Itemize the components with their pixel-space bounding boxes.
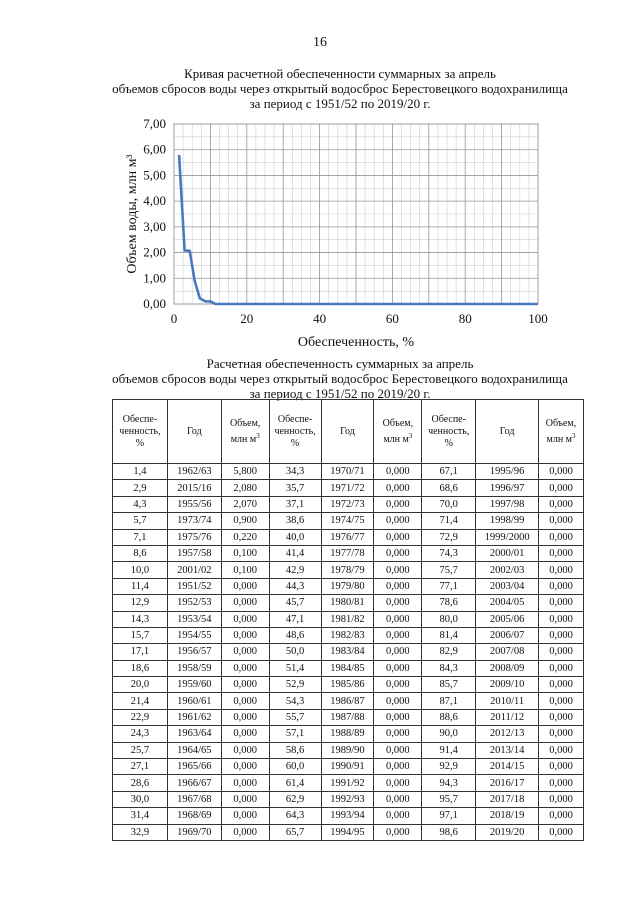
volume-cell: 0,000 xyxy=(374,726,422,742)
probability-cell: 47,1 xyxy=(269,611,321,627)
year-cell: 1978/79 xyxy=(321,562,374,578)
volume-cell: 2,070 xyxy=(221,496,269,512)
volume-cell: 0,000 xyxy=(374,709,422,725)
volume-cell: 0,000 xyxy=(374,775,422,791)
table-row xyxy=(113,480,584,496)
volume-cell: 0,000 xyxy=(374,496,422,512)
table-title xyxy=(90,356,590,401)
volume-cell: 0,000 xyxy=(374,611,422,627)
probability-cell: 80,0 xyxy=(422,611,476,627)
table-row xyxy=(113,513,584,529)
volume-cell: 0,000 xyxy=(539,595,584,611)
y-tick-label: 3,00 xyxy=(143,218,166,234)
probability-cell: 84,3 xyxy=(422,660,476,676)
probability-cell: 41,4 xyxy=(269,545,321,561)
probability-cell: 37,1 xyxy=(269,496,321,512)
table-body xyxy=(113,464,584,841)
probability-cell: 70,0 xyxy=(422,496,476,512)
volume-cell: 0,000 xyxy=(374,529,422,545)
chart-title-line-2: объемов сбросов воды через открытый водосброс Берестовецкого водохранилища xyxy=(112,81,568,96)
volume-cell: 0,000 xyxy=(539,611,584,627)
header-year: Год xyxy=(321,400,374,464)
probability-cell: 34,3 xyxy=(269,464,321,480)
probability-cell: 15,7 xyxy=(113,627,168,643)
volume-cell: 0,100 xyxy=(221,562,269,578)
chart-title-line-3: за период с 1951/52 по 2019/20 г. xyxy=(249,96,431,111)
volume-cell: 0,000 xyxy=(221,693,269,709)
year-cell: 1963/64 xyxy=(167,726,221,742)
header-year: Год xyxy=(476,400,539,464)
probability-cell: 31,4 xyxy=(113,808,168,824)
probability-cell: 28,6 xyxy=(113,775,168,791)
volume-cell: 0,000 xyxy=(539,726,584,742)
probability-cell: 48,6 xyxy=(269,627,321,643)
probability-cell: 2,9 xyxy=(113,480,168,496)
volume-cell: 2,080 xyxy=(221,480,269,496)
year-cell: 1977/78 xyxy=(321,545,374,561)
probability-cell: 71,4 xyxy=(422,513,476,529)
volume-cell: 0,000 xyxy=(539,709,584,725)
year-cell: 1976/77 xyxy=(321,529,374,545)
year-cell: 1961/62 xyxy=(167,709,221,725)
table-row xyxy=(113,824,584,840)
header-volume: Объем, млн $м^3$ xyxy=(221,400,269,464)
header-probability: Обеспе- ченность, % xyxy=(113,400,168,464)
volume-cell: 0,000 xyxy=(539,627,584,643)
table-row xyxy=(113,464,584,480)
year-cell: 2011/12 xyxy=(476,709,539,725)
volume-cell: 0,000 xyxy=(221,595,269,611)
table-row xyxy=(113,775,584,791)
volume-cell: 0,000 xyxy=(374,644,422,660)
volume-cell: 0,000 xyxy=(374,808,422,824)
page-number: 16 xyxy=(313,35,327,50)
volume-cell: 0,000 xyxy=(539,480,584,496)
year-cell: 1960/61 xyxy=(167,693,221,709)
probability-cell: 40,0 xyxy=(269,529,321,545)
year-cell: 1968/69 xyxy=(167,808,221,824)
volume-cell: 0,000 xyxy=(221,759,269,775)
year-cell: 1951/52 xyxy=(167,578,221,594)
y-tick-label: 1,00 xyxy=(143,270,166,286)
probability-cell: 38,6 xyxy=(269,513,321,529)
probability-cell: 74,3 xyxy=(422,545,476,561)
table-title-line-2: объемов сбросов воды через открытый водосброс Берестовецкого водохранилища xyxy=(112,371,568,386)
probability-cell: 24,3 xyxy=(113,726,168,742)
probability-cell: 78,6 xyxy=(422,595,476,611)
probability-cell: 11,4 xyxy=(113,578,168,594)
year-cell: 2012/13 xyxy=(476,726,539,742)
header-probability: Обеспе- ченность, % xyxy=(269,400,321,464)
header-volume: Объем, млн $м^3$ xyxy=(374,400,422,464)
volume-cell: 0,000 xyxy=(221,791,269,807)
volume-cell: 0,000 xyxy=(539,775,584,791)
year-cell: 1986/87 xyxy=(321,693,374,709)
volume-cell: 0,900 xyxy=(221,513,269,529)
volume-cell: 0,000 xyxy=(374,578,422,594)
probability-cell: 5,7 xyxy=(113,513,168,529)
probability-cell: 22,9 xyxy=(113,709,168,725)
probability-cell: 82,9 xyxy=(422,644,476,660)
x-tick-label: 60 xyxy=(385,311,399,326)
y-axis-label: Объем воды, млн м³ xyxy=(125,154,140,274)
year-cell: 1988/89 xyxy=(321,726,374,742)
chart-title xyxy=(90,66,590,111)
year-cell: 2008/09 xyxy=(476,660,539,676)
probability-cell: 68,6 xyxy=(422,480,476,496)
volume-cell: 0,000 xyxy=(221,644,269,660)
year-cell: 2006/07 xyxy=(476,627,539,643)
x-tick-label: 80 xyxy=(458,311,472,326)
year-cell: 2010/11 xyxy=(476,693,539,709)
y-tick-label: 7,00 xyxy=(143,116,166,131)
probability-cell: 45,7 xyxy=(269,595,321,611)
year-cell: 2017/18 xyxy=(476,791,539,807)
probability-cell: 17,1 xyxy=(113,644,168,660)
probability-cell: 60,0 xyxy=(269,759,321,775)
year-cell: 1992/93 xyxy=(321,791,374,807)
x-axis-label: Обеспеченность, % xyxy=(297,335,415,350)
table-row xyxy=(113,808,584,824)
volume-cell: 0,000 xyxy=(539,464,584,480)
year-cell: 1969/70 xyxy=(167,824,221,840)
y-tick-label: 4,00 xyxy=(143,193,166,209)
probability-cell: 42,9 xyxy=(269,562,321,578)
year-cell: 1985/86 xyxy=(321,677,374,693)
y-tick-label: 2,00 xyxy=(143,244,166,260)
x-tick-label: 100 xyxy=(528,311,548,326)
probability-cell: 32,9 xyxy=(113,824,168,840)
year-cell: 1959/60 xyxy=(167,677,221,693)
volume-cell: 0,000 xyxy=(539,562,584,578)
table-row xyxy=(113,545,584,561)
y-tick-label: 5,00 xyxy=(143,167,166,183)
table-row xyxy=(113,759,584,775)
probability-cell: 52,9 xyxy=(269,677,321,693)
volume-cell: 0,000 xyxy=(374,513,422,529)
year-cell: 2005/06 xyxy=(476,611,539,627)
probability-cell: 8,6 xyxy=(113,545,168,561)
volume-cell: 0,000 xyxy=(221,709,269,725)
probability-cell: 58,6 xyxy=(269,742,321,758)
probability-cell: 57,1 xyxy=(269,726,321,742)
year-cell: 2019/20 xyxy=(476,824,539,840)
year-cell: 1973/74 xyxy=(167,513,221,529)
year-cell: 1990/91 xyxy=(321,759,374,775)
header-volume: Объем, млн $м^3$ xyxy=(539,400,584,464)
probability-cell: 51,4 xyxy=(269,660,321,676)
volume-cell: 0,000 xyxy=(539,529,584,545)
table-row xyxy=(113,709,584,725)
volume-cell: 0,100 xyxy=(221,545,269,561)
volume-cell: 0,000 xyxy=(539,791,584,807)
year-cell: 2002/03 xyxy=(476,562,539,578)
year-cell: 1983/84 xyxy=(321,644,374,660)
volume-cell: 0,000 xyxy=(539,660,584,676)
probability-cell: 44,3 xyxy=(269,578,321,594)
probability-cell: 64,3 xyxy=(269,808,321,824)
volume-cell: 0,000 xyxy=(374,545,422,561)
volume-cell: 0,000 xyxy=(374,562,422,578)
volume-cell: 0,000 xyxy=(221,677,269,693)
year-cell: 1975/76 xyxy=(167,529,221,545)
volume-cell: 0,000 xyxy=(539,513,584,529)
table-row xyxy=(113,529,584,545)
probability-cell: 27,1 xyxy=(113,759,168,775)
volume-cell: 0,000 xyxy=(539,545,584,561)
probability-cell: 98,6 xyxy=(422,824,476,840)
volume-cell: 0,000 xyxy=(539,578,584,594)
probability-cell: 92,9 xyxy=(422,759,476,775)
table-row xyxy=(113,677,584,693)
volume-cell: 0,000 xyxy=(374,791,422,807)
year-cell: 1955/56 xyxy=(167,496,221,512)
volume-cell: 0,000 xyxy=(374,693,422,709)
volume-cell: 0,000 xyxy=(221,578,269,594)
probability-cell: 72,9 xyxy=(422,529,476,545)
volume-cell: 0,000 xyxy=(221,627,269,643)
year-cell: 1967/68 xyxy=(167,791,221,807)
year-cell: 1954/55 xyxy=(167,627,221,643)
probability-cell: 95,7 xyxy=(422,791,476,807)
year-cell: 2007/08 xyxy=(476,644,539,660)
probability-cell: 25,7 xyxy=(113,742,168,758)
year-cell: 1953/54 xyxy=(167,611,221,627)
volume-cell: 0,000 xyxy=(374,742,422,758)
table-row xyxy=(113,595,584,611)
table-row xyxy=(113,627,584,643)
volume-cell: 0,000 xyxy=(539,644,584,660)
year-cell: 2009/10 xyxy=(476,677,539,693)
volume-cell: 0,000 xyxy=(221,660,269,676)
probability-table xyxy=(112,399,584,841)
probability-cell: 87,1 xyxy=(422,693,476,709)
year-cell: 1981/82 xyxy=(321,611,374,627)
volume-cell: 0,000 xyxy=(374,464,422,480)
volume-cell: 0,000 xyxy=(539,496,584,512)
year-cell: 1958/59 xyxy=(167,660,221,676)
probability-cell: 7,1 xyxy=(113,529,168,545)
table-row xyxy=(113,644,584,660)
table-row xyxy=(113,611,584,627)
probability-cell: 35,7 xyxy=(269,480,321,496)
x-tick-label: 0 xyxy=(170,311,178,326)
x-tick-label: 20 xyxy=(240,311,254,326)
year-cell: 1979/80 xyxy=(321,578,374,594)
year-cell: 2015/16 xyxy=(167,480,221,496)
year-cell: 2014/15 xyxy=(476,759,539,775)
table-row xyxy=(113,693,584,709)
probability-cell: 88,6 xyxy=(422,709,476,725)
year-cell: 1965/66 xyxy=(167,759,221,775)
table-row xyxy=(113,742,584,758)
probability-cell: 61,4 xyxy=(269,775,321,791)
volume-cell: 0,000 xyxy=(221,808,269,824)
volume-cell: 0,000 xyxy=(221,611,269,627)
volume-cell: 0,000 xyxy=(539,677,584,693)
table-row xyxy=(113,726,584,742)
volume-cell: 0,000 xyxy=(374,759,422,775)
probability-cell: 18,6 xyxy=(113,660,168,676)
year-cell: 2016/17 xyxy=(476,775,539,791)
year-cell: 1997/98 xyxy=(476,496,539,512)
year-cell: 1966/67 xyxy=(167,775,221,791)
year-cell: 2018/19 xyxy=(476,808,539,824)
year-cell: 1996/97 xyxy=(476,480,539,496)
year-cell: 1999/2000 xyxy=(476,529,539,545)
volume-cell: 0,000 xyxy=(374,627,422,643)
table-row xyxy=(113,562,584,578)
y-tick-label: 6,00 xyxy=(143,141,166,157)
y-tick-label: 0,00 xyxy=(143,296,166,311)
probability-cell: 12,9 xyxy=(113,595,168,611)
probability-cell: 54,3 xyxy=(269,693,321,709)
table-row xyxy=(113,496,584,512)
volume-cell: 5,800 xyxy=(221,464,269,480)
probability-cell: 14,3 xyxy=(113,611,168,627)
probability-cell: 97,1 xyxy=(422,808,476,824)
probability-cell: 85,7 xyxy=(422,677,476,693)
year-cell: 1956/57 xyxy=(167,644,221,660)
volume-cell: 0,000 xyxy=(539,742,584,758)
year-cell: 1952/53 xyxy=(167,595,221,611)
year-cell: 1993/94 xyxy=(321,808,374,824)
probability-cell: 20,0 xyxy=(113,677,168,693)
x-tick-label: 40 xyxy=(313,311,327,326)
volume-cell: 0,000 xyxy=(221,775,269,791)
year-cell: 1998/99 xyxy=(476,513,539,529)
table-row xyxy=(113,660,584,676)
year-cell: 1972/73 xyxy=(321,496,374,512)
year-cell: 2003/04 xyxy=(476,578,539,594)
year-cell: 1957/58 xyxy=(167,545,221,561)
probability-cell: 67,1 xyxy=(422,464,476,480)
year-cell: 1982/83 xyxy=(321,627,374,643)
volume-cell: 0,000 xyxy=(221,742,269,758)
volume-cell: 0,000 xyxy=(221,824,269,840)
probability-cell: 30,0 xyxy=(113,791,168,807)
probability-cell: 1,4 xyxy=(113,464,168,480)
probability-cell: 75,7 xyxy=(422,562,476,578)
probability-cell: 94,3 xyxy=(422,775,476,791)
volume-cell: 0,000 xyxy=(539,759,584,775)
year-cell: 1984/85 xyxy=(321,660,374,676)
probability-cell: 10,0 xyxy=(113,562,168,578)
volume-cell: 0,000 xyxy=(539,808,584,824)
year-cell: 1971/72 xyxy=(321,480,374,496)
volume-cell: 0,000 xyxy=(221,726,269,742)
volume-cell: 0,000 xyxy=(374,677,422,693)
year-cell: 2001/02 xyxy=(167,562,221,578)
probability-cell: 91,4 xyxy=(422,742,476,758)
year-cell: 2000/01 xyxy=(476,545,539,561)
probability-cell: 77,1 xyxy=(422,578,476,594)
year-cell: 1970/71 xyxy=(321,464,374,480)
year-cell: 1974/75 xyxy=(321,513,374,529)
year-cell: 1964/65 xyxy=(167,742,221,758)
chart-title-line-1: Кривая расчетной обеспеченности суммарных за апрель xyxy=(184,66,496,81)
table-header-row xyxy=(113,400,584,464)
probability-cell: 21,4 xyxy=(113,693,168,709)
volume-cell: 0,000 xyxy=(374,660,422,676)
year-cell: 1980/81 xyxy=(321,595,374,611)
probability-cell: 50,0 xyxy=(269,644,321,660)
table-title-line-1: Расчетная обеспеченность суммарных за апрель xyxy=(206,356,474,371)
year-cell: 1995/96 xyxy=(476,464,539,480)
volume-cell: 0,000 xyxy=(374,824,422,840)
probability-cell: 55,7 xyxy=(269,709,321,725)
probability-cell: 65,7 xyxy=(269,824,321,840)
volume-cell: 0,000 xyxy=(539,693,584,709)
year-cell: 1994/95 xyxy=(321,824,374,840)
probability-chart xyxy=(110,115,560,350)
year-cell: 1962/63 xyxy=(167,464,221,480)
probability-cell: 90,0 xyxy=(422,726,476,742)
table-row xyxy=(113,791,584,807)
probability-cell: 81,4 xyxy=(422,627,476,643)
year-cell: 2013/14 xyxy=(476,742,539,758)
header-year: Год xyxy=(167,400,221,464)
volume-cell: 0,000 xyxy=(539,824,584,840)
year-cell: 2004/05 xyxy=(476,595,539,611)
year-cell: 1991/92 xyxy=(321,775,374,791)
header-probability: Обеспе- ченность, % xyxy=(422,400,476,464)
volume-cell: 0,000 xyxy=(374,595,422,611)
probability-cell: 4,3 xyxy=(113,496,168,512)
table-row xyxy=(113,578,584,594)
table-title-line-3: за период с 1951/52 по 2019/20 г. xyxy=(249,386,431,401)
probability-cell: 62,9 xyxy=(269,791,321,807)
year-cell: 1987/88 xyxy=(321,709,374,725)
year-cell: 1989/90 xyxy=(321,742,374,758)
volume-cell: 0,220 xyxy=(221,529,269,545)
volume-cell: 0,000 xyxy=(374,480,422,496)
